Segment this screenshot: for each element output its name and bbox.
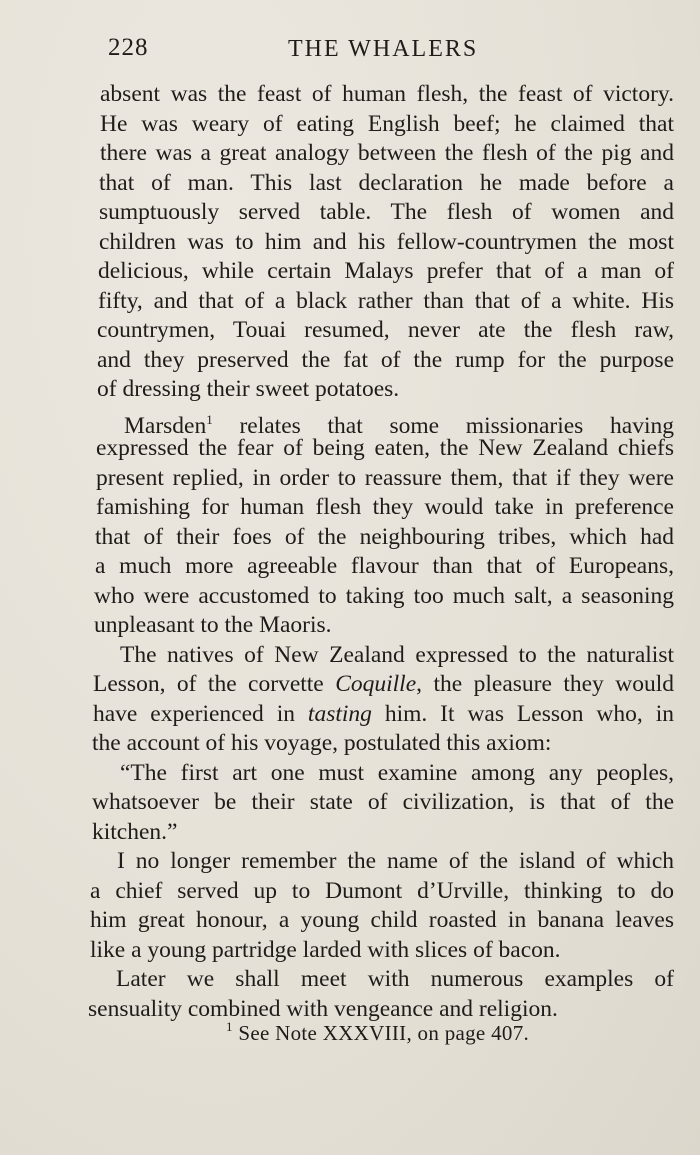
text-line: Later we shall meet with numerous examples of <box>116 966 674 992</box>
text-line: absent was the feast of human flesh, the feast of victory. <box>100 81 674 107</box>
page-number: 228 <box>108 34 149 61</box>
text-line: like a young partridge larded with slices of bacon. <box>90 936 561 963</box>
text-line-with-italic: have experienced in tasting him. It was Lesson who, in <box>93 700 674 727</box>
footnote <box>226 1019 529 1046</box>
text-line: a chief served up to Dumont d’Urville, thinking to do <box>90 877 674 904</box>
text-line: kitchen.” <box>92 818 178 845</box>
text-line: delicious, while certain Malays prefer that of a man of <box>98 258 674 284</box>
text-line: I no longer remember the name of the island of which <box>117 848 674 874</box>
text-line: famishing for human flesh they would take in preference <box>96 494 674 520</box>
text-line: countrymen, Touai resumed, never ate the flesh raw, <box>97 317 674 343</box>
text-line: that of their foes of the neighbouring tribes, which had <box>95 523 674 550</box>
italic-word: Coquille <box>335 671 417 697</box>
marsden-word: Marsden <box>124 412 207 439</box>
footnote-text: See Note XXXVIII, on page 407. <box>238 1021 530 1045</box>
text-line: him great honour, a young child roasted in banana leaves <box>90 907 674 933</box>
footnote-marker: 1 <box>206 411 213 427</box>
text-line-with-italic: Lesson, of the corvette Coquille, the pleasure they would <box>93 671 674 697</box>
text-line: sumptuously served table. The flesh of women and <box>99 199 674 225</box>
text-line: who were accustomed to taking too much salt, a seasoning <box>94 582 674 609</box>
text-line: that of man. This last declaration he made before a <box>99 169 674 196</box>
text-line: The natives of New Zealand expressed to the naturalist <box>120 641 674 668</box>
text-line: “The first art one must examine among any peoples, <box>120 759 674 786</box>
text-line: unpleasant to the Maoris. <box>94 612 332 638</box>
text-line: the account of his voyage, postulated this axiom: <box>92 730 552 756</box>
text-line: whatsoever be their state of civilization, is that of the <box>92 789 674 815</box>
text-line: there was a great analogy between the flesh of the pig and <box>100 140 674 166</box>
running-head <box>104 34 664 68</box>
text-line: sensuality combined with vengeance and religion. <box>88 995 558 1022</box>
text-line: fifty, and that of a black rather than that of a white. His <box>98 287 674 314</box>
text-line: children was to him and his fellow-countrymen the most <box>99 228 674 255</box>
text-line: present replied, in order to reassure them, that if they were <box>96 464 674 491</box>
text-line: a much more agreeable flavour than that of Europeans, <box>95 553 674 579</box>
text-line-with-footnote <box>124 405 674 439</box>
text-line: and they preserved the fat of the rump for the purpose <box>97 346 674 373</box>
italic-word: tasting <box>307 700 372 727</box>
text-line: He was weary of eating English beef; he claimed that <box>100 110 674 137</box>
text-line: expressed the fear of being eaten, the New Zealand chiefs <box>96 435 674 461</box>
footnote-marker: 1 <box>226 1019 233 1034</box>
body-text <box>90 80 674 1024</box>
line-remainder: relates that some missionaries having <box>212 412 674 439</box>
text-line: of dressing their sweet potatoes. <box>97 376 400 402</box>
running-title: THE WHALERS <box>288 36 479 62</box>
